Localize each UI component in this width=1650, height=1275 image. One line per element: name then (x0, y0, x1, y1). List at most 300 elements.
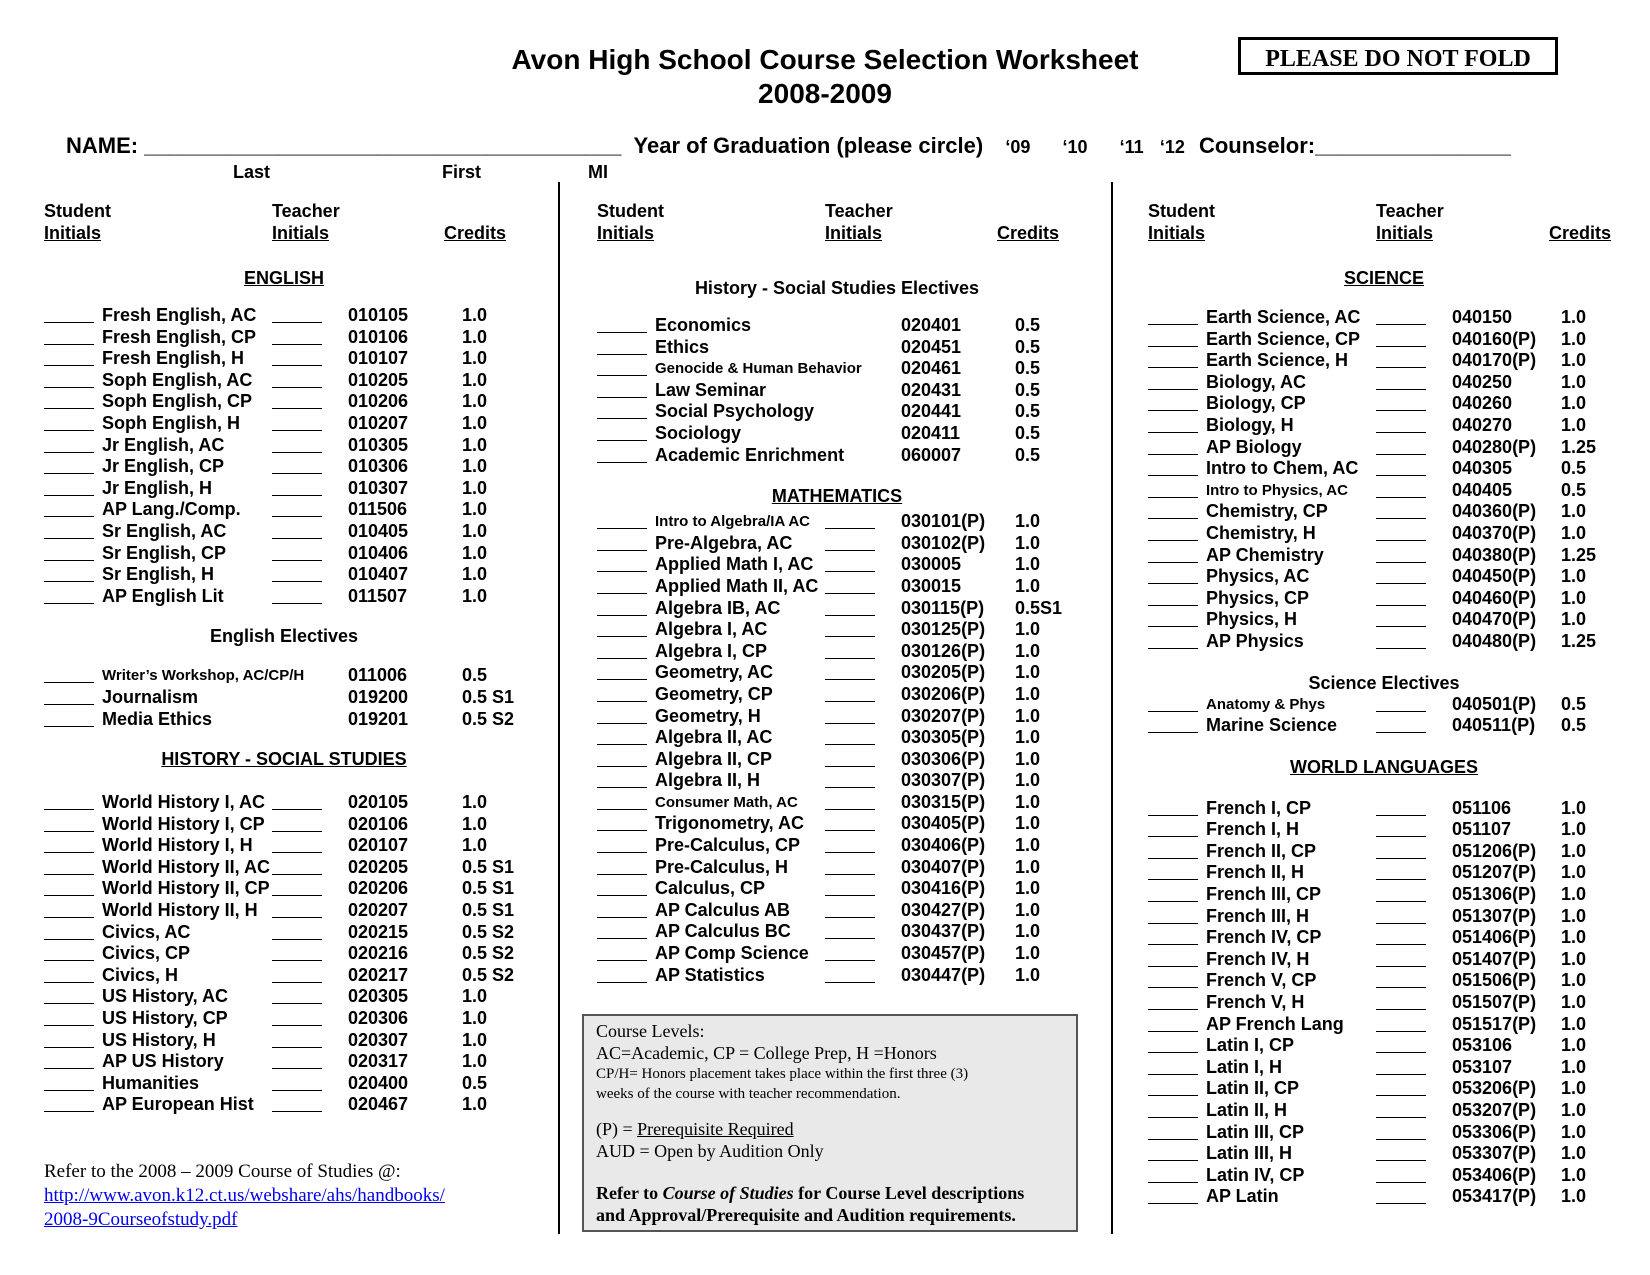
teacher-initials-blank[interactable] (272, 480, 322, 496)
student-initials-blank[interactable] (1148, 717, 1198, 733)
course-name: Biology, AC (1206, 371, 1306, 392)
course-credit: 0.5 (1561, 693, 1587, 714)
teacher-initials-blank[interactable] (272, 816, 322, 832)
student-initials-blank[interactable] (597, 403, 647, 419)
teacher-initials-blank[interactable] (272, 437, 322, 453)
student-initials-blank[interactable] (44, 711, 94, 727)
course-row (1148, 949, 1648, 971)
grad-year-09[interactable]: ‘09 (1005, 137, 1031, 157)
teacher-initials-blank[interactable] (1376, 717, 1426, 733)
student-initials-blank[interactable] (1148, 417, 1198, 433)
student-initials-blank[interactable] (1148, 886, 1198, 902)
course-list-world-languages (1148, 798, 1648, 1208)
student-initials-blank[interactable] (597, 556, 647, 572)
course-row (597, 511, 1107, 533)
teacher-initials-blank[interactable] (1376, 611, 1426, 627)
teacher-initials-blank[interactable] (1376, 633, 1426, 649)
course-of-studies-link[interactable]: http://www.avon.k12.ct.us/webshare/ahs/handbooks/ (44, 1185, 445, 1206)
student-initials-blank[interactable] (1148, 1188, 1198, 1204)
teacher-initials-blank[interactable] (1376, 590, 1426, 606)
teacher-initials-blank[interactable] (1376, 951, 1426, 967)
course-row (1148, 1165, 1648, 1187)
course-code: 051406(P) (1452, 927, 1537, 948)
teacher-initials-blank[interactable] (825, 794, 875, 810)
course-code: 040450(P) (1452, 566, 1537, 587)
course-row (597, 380, 1107, 402)
teacher-initials-blank[interactable] (1376, 1016, 1426, 1032)
course-credit: 1.0 (462, 520, 488, 541)
course-name: Genocide & Human Behavior (655, 360, 862, 378)
course-row (44, 564, 554, 586)
student-initials-blank[interactable] (597, 621, 647, 637)
teacher-initials-blank[interactable] (272, 372, 322, 388)
teacher-initials-blank[interactable] (825, 556, 875, 572)
student-initials-blank[interactable] (1148, 1080, 1198, 1096)
student-initials-blank[interactable] (1148, 395, 1198, 411)
counselor-field[interactable]: Counselor:________________ (1198, 133, 1511, 158)
student-initials-blank[interactable] (1148, 951, 1198, 967)
course-row (597, 576, 1107, 598)
student-initials-blank[interactable] (1148, 696, 1198, 712)
student-initials-blank[interactable] (597, 751, 647, 767)
teacher-initials-blank[interactable] (272, 393, 322, 409)
student-initials-blank[interactable] (597, 317, 647, 333)
course-name: Sr English, CP (102, 542, 227, 563)
teacher-initials-blank[interactable] (1376, 395, 1426, 411)
teacher-initials-blank[interactable] (272, 794, 322, 810)
course-name: Marine Science (1206, 715, 1338, 736)
student-initials-blank[interactable] (1148, 503, 1198, 519)
course-row (597, 965, 1107, 987)
column-header (44, 200, 554, 254)
course-name: Sociology (655, 422, 742, 443)
course-code: 040170(P) (1452, 350, 1537, 371)
section-title-english-electives: English Electives (209, 626, 359, 647)
student-initials-blank[interactable] (1148, 611, 1198, 627)
student-initials-blank[interactable] (1148, 352, 1198, 368)
course-name: Algebra IB, AC (655, 597, 781, 618)
teacher-initials-blank[interactable] (825, 859, 875, 875)
course-row (44, 665, 554, 687)
course-code: 011506 (348, 499, 408, 520)
grad-year-10[interactable]: ‘10 (1062, 137, 1088, 157)
teacher-initials-blank[interactable] (825, 600, 875, 616)
teacher-initials-blank[interactable] (272, 880, 322, 896)
student-initials-blank[interactable] (1148, 1037, 1198, 1053)
student-initials-blank[interactable] (1148, 843, 1198, 859)
course-credit: 1.0 (1561, 566, 1587, 587)
student-initials-blank[interactable] (1148, 908, 1198, 924)
student-initials-blank[interactable] (1148, 1145, 1198, 1161)
student-initials-blank[interactable] (44, 859, 94, 875)
course-row (597, 813, 1107, 835)
teacher-initials-blank[interactable] (1376, 352, 1426, 368)
course-row (1148, 694, 1648, 716)
course-code: 020217 (348, 964, 409, 985)
course-row (597, 878, 1107, 900)
course-code: 030115(P) (901, 597, 985, 618)
teacher-initials-blank[interactable] (272, 501, 322, 517)
teacher-initials-blank[interactable] (1376, 374, 1426, 390)
teacher-initials-blank[interactable] (1376, 439, 1426, 455)
course-code: 020431 (901, 379, 962, 400)
course-code: 040250 (1452, 371, 1513, 392)
student-initials-blank[interactable] (597, 708, 647, 724)
teacher-initials-blank[interactable] (1376, 1102, 1426, 1118)
course-name: French I, CP (1206, 797, 1312, 818)
teacher-initials-blank[interactable] (825, 967, 875, 983)
student-initials-blank[interactable] (44, 988, 94, 1004)
course-credit: 1.0 (1561, 587, 1587, 608)
course-name: Latin III, H (1206, 1143, 1293, 1164)
name-field[interactable]: NAME: _______________________________________ (66, 133, 622, 158)
student-initials-blank[interactable] (44, 458, 94, 474)
course-row (44, 305, 554, 327)
course-code: 019201 (348, 708, 409, 729)
course-credit: 0.5 (1561, 458, 1587, 479)
student-initials-blank[interactable] (597, 945, 647, 961)
student-initials-blank[interactable] (1148, 972, 1198, 988)
student-initials-blank[interactable] (1148, 590, 1198, 606)
student-initials-blank[interactable] (44, 1075, 94, 1091)
course-credit: 1.0 (1561, 840, 1587, 861)
student-initials-blank[interactable] (44, 437, 94, 453)
student-initials-blank[interactable] (597, 794, 647, 810)
course-row (1148, 1100, 1648, 1122)
student-initials-blank[interactable] (44, 1053, 94, 1069)
teacher-initials-blank[interactable] (1376, 1059, 1426, 1075)
student-initials-blank[interactable] (44, 1096, 94, 1112)
legend-prerequisite: (P) = Prerequisite Required (596, 1119, 794, 1139)
teacher-initials-blank[interactable] (272, 350, 322, 366)
student-initials-blank[interactable] (1148, 547, 1198, 563)
course-credit: 0.5 (1015, 401, 1041, 422)
course-code: 030406(P) (901, 835, 986, 856)
course-name: Academic Enrichment (655, 444, 845, 465)
student-initials-blank[interactable] (597, 339, 647, 355)
teacher-initials-blank[interactable] (1376, 1124, 1426, 1140)
course-row (1148, 1035, 1648, 1057)
student-initials-blank[interactable] (1148, 309, 1198, 325)
student-initials-blank[interactable] (44, 667, 94, 683)
student-initials-blank[interactable] (44, 816, 94, 832)
course-credit: 1.0 (462, 305, 488, 325)
teacher-initials-blank[interactable] (825, 945, 875, 961)
teacher-initials-blank[interactable] (272, 837, 322, 853)
grad-year-12[interactable]: ‘12 (1159, 137, 1185, 157)
teacher-initials-blank[interactable] (825, 621, 875, 637)
student-initials-blank[interactable] (597, 729, 647, 745)
section-title-world-languages: WORLD LANGUAGES (1290, 756, 1478, 777)
teacher-initials-blank[interactable] (825, 578, 875, 594)
teacher-initials-blank[interactable] (1376, 972, 1426, 988)
course-credit: 1.0 (462, 813, 488, 834)
legend-title: Course Levels: (596, 1021, 705, 1041)
student-initials-blank[interactable] (1148, 994, 1198, 1010)
teacher-initials-blank[interactable] (272, 859, 322, 875)
course-code: 040511(P) (1452, 715, 1536, 736)
teacher-initials-blank[interactable] (1376, 503, 1426, 519)
course-credit: 1.25 (1561, 436, 1597, 457)
course-credit: 1.0 (1561, 1056, 1587, 1077)
teacher-initials-blank[interactable] (1376, 1188, 1426, 1204)
course-row (44, 1030, 554, 1052)
teacher-initials-blank[interactable] (272, 1032, 322, 1048)
student-initials-blank[interactable] (597, 815, 647, 831)
teacher-initials-blank[interactable] (825, 643, 875, 659)
course-credit: 1.0 (462, 348, 488, 369)
teacher-initials-blank[interactable] (272, 588, 322, 604)
teacher-initials-blank[interactable] (272, 988, 322, 1004)
grad-year-11[interactable]: ‘11 (1119, 137, 1144, 157)
course-credit: 1.0 (1561, 1035, 1587, 1056)
course-name: French IV, CP (1206, 927, 1322, 948)
teacher-initials-blank[interactable] (272, 566, 322, 582)
teacher-initials-blank[interactable] (825, 513, 875, 529)
teacher-initials-blank[interactable] (825, 729, 875, 745)
teacher-initials-blank[interactable] (825, 664, 875, 680)
student-initials-blank[interactable] (44, 1032, 94, 1048)
course-credit: 1.0 (462, 1051, 488, 1072)
course-name: French V, CP (1206, 970, 1317, 991)
student-initials-blank[interactable] (1148, 864, 1198, 880)
teacher-initials-blank[interactable] (825, 880, 875, 896)
student-initials-blank[interactable] (1148, 525, 1198, 541)
student-initials-blank[interactable] (44, 393, 94, 409)
course-name: AP Latin (1206, 1186, 1279, 1207)
student-initials-blank[interactable] (597, 535, 647, 551)
teacher-initials-blank[interactable] (825, 751, 875, 767)
student-initials-blank[interactable] (44, 523, 94, 539)
teacher-initials-blank[interactable] (825, 923, 875, 939)
teacher-initials-blank[interactable] (825, 686, 875, 702)
teacher-initials-blank[interactable] (272, 458, 322, 474)
student-initials-blank[interactable] (597, 772, 647, 788)
teacher-initials-blank[interactable] (825, 535, 875, 551)
teacher-initials-blank[interactable] (272, 902, 322, 918)
student-initials-blank[interactable] (44, 566, 94, 582)
teacher-initials-blank[interactable] (1376, 1080, 1426, 1096)
student-initials-blank[interactable] (597, 837, 647, 853)
student-initials-blank[interactable] (1148, 482, 1198, 498)
section-title-history: HISTORY - SOCIAL STUDIES (161, 749, 407, 770)
student-initials-blank[interactable] (44, 588, 94, 604)
teacher-initials-blank[interactable] (272, 545, 322, 561)
teacher-initials-blank[interactable] (272, 1075, 322, 1091)
teacher-initials-blank[interactable] (1376, 1167, 1426, 1183)
course-credit: 1.0 (1561, 371, 1587, 392)
student-initials-blank[interactable] (597, 578, 647, 594)
teacher-initials-blank[interactable] (1376, 929, 1426, 945)
teacher-initials-blank[interactable] (1376, 908, 1426, 924)
student-initials-blank[interactable] (44, 880, 94, 896)
course-row (1148, 1014, 1648, 1036)
course-credit: 1.0 (462, 835, 488, 856)
course-name: AP Calculus AB (655, 899, 791, 920)
student-initials-blank[interactable] (597, 447, 647, 463)
course-code: 020401 (901, 315, 962, 335)
course-code: 040360(P) (1452, 501, 1537, 522)
teacher-initials-blank[interactable] (272, 307, 322, 323)
teacher-initials-blank[interactable] (1376, 547, 1426, 563)
course-credit: 1.0 (1561, 1164, 1587, 1185)
course-code: 030407(P) (901, 856, 986, 877)
student-initials-blank[interactable] (597, 923, 647, 939)
course-credit: 1.0 (1561, 328, 1587, 349)
teacher-initials-blank[interactable] (825, 772, 875, 788)
course-code: 053207(P) (1452, 1100, 1537, 1120)
student-initials-blank[interactable] (1148, 1167, 1198, 1183)
course-row (44, 1073, 554, 1095)
teacher-initials-blank[interactable] (1376, 460, 1426, 476)
teacher-initials-blank[interactable] (272, 415, 322, 431)
teacher-initials-blank[interactable] (1376, 568, 1426, 584)
student-initials-blank[interactable] (44, 902, 94, 918)
course-row (1148, 715, 1648, 737)
student-initials-blank[interactable] (44, 501, 94, 517)
course-row (1148, 1057, 1648, 1079)
course-row (597, 727, 1107, 749)
student-initials-blank[interactable] (597, 643, 647, 659)
teacher-initials-blank[interactable] (1376, 843, 1426, 859)
student-initials-blank[interactable] (1148, 633, 1198, 649)
course-name: Pre-Calculus, CP (655, 835, 801, 856)
course-row (44, 709, 554, 731)
student-initials-blank[interactable] (44, 945, 94, 961)
course-row (1148, 884, 1648, 906)
course-name: Intro to Physics, AC (1206, 481, 1348, 499)
section-title-mathematics: MATHEMATICS (771, 486, 903, 507)
student-initials-blank[interactable] (1148, 331, 1198, 347)
student-initials-blank[interactable] (597, 600, 647, 616)
teacher-initials-blank[interactable] (1376, 309, 1426, 325)
student-initials-blank[interactable] (44, 837, 94, 853)
teacher-initials-blank[interactable] (825, 708, 875, 724)
course-credit: 0.5 (462, 665, 488, 686)
course-code: 053106 (1452, 1035, 1513, 1056)
student-initials-blank[interactable] (44, 307, 94, 323)
student-initials-blank[interactable] (597, 382, 647, 398)
teacher-initials-blank[interactable] (1376, 864, 1426, 880)
teacher-initials-blank[interactable] (1376, 482, 1426, 498)
header-teacher: Teacher (825, 201, 893, 221)
course-code: 030015 (901, 575, 962, 596)
teacher-initials-blank[interactable] (1376, 525, 1426, 541)
column-divider (558, 182, 560, 1234)
student-initials-blank[interactable] (597, 859, 647, 875)
teacher-initials-blank[interactable] (272, 523, 322, 539)
student-initials-blank[interactable] (44, 372, 94, 388)
student-initials-blank[interactable] (597, 902, 647, 918)
student-initials-blank[interactable] (597, 425, 647, 441)
teacher-initials-blank[interactable] (272, 967, 322, 983)
student-initials-blank[interactable] (1148, 821, 1198, 837)
teacher-initials-blank[interactable] (1376, 696, 1426, 712)
course-name: Civics, AC (102, 921, 191, 942)
header-student: Student (597, 201, 664, 221)
student-initials-blank[interactable] (44, 415, 94, 431)
student-initials-blank[interactable] (1148, 1059, 1198, 1075)
teacher-initials-blank[interactable] (1376, 886, 1426, 902)
student-initials-blank[interactable] (597, 664, 647, 680)
teacher-initials-blank[interactable] (272, 1053, 322, 1069)
student-initials-blank[interactable] (597, 360, 647, 376)
student-initials-blank[interactable] (1148, 568, 1198, 584)
teacher-initials-blank[interactable] (272, 945, 322, 961)
course-row (597, 598, 1107, 620)
student-initials-blank[interactable] (44, 1010, 94, 1026)
course-of-studies-link-file[interactable]: 2008-9Courseofstudy.pdf (44, 1209, 238, 1230)
course-credit: 1.0 (462, 499, 488, 520)
student-initials-blank[interactable] (1148, 929, 1198, 945)
student-initials-blank[interactable] (44, 794, 94, 810)
teacher-initials-blank[interactable] (1376, 821, 1426, 837)
student-initials-blank[interactable] (44, 329, 94, 345)
student-initials-blank[interactable] (44, 350, 94, 366)
course-row (597, 423, 1107, 445)
teacher-initials-blank[interactable] (1376, 800, 1426, 816)
course-row (1148, 523, 1648, 545)
course-code: 030405(P) (901, 813, 986, 834)
student-initials-blank[interactable] (597, 880, 647, 896)
course-name: Algebra II, H (655, 770, 761, 791)
course-credit: 1.0 (1561, 350, 1587, 371)
teacher-initials-blank[interactable] (1376, 1145, 1426, 1161)
course-credit: 1.0 (1561, 819, 1587, 840)
header-credits: Credits (1549, 223, 1612, 243)
course-name: Physics, AC (1206, 566, 1310, 587)
teacher-initials-blank[interactable] (272, 329, 322, 345)
student-initials-blank[interactable] (597, 686, 647, 702)
teacher-initials-blank[interactable] (272, 1010, 322, 1026)
course-row (597, 533, 1107, 555)
course-name: Consumer Math, AC (655, 793, 798, 811)
course-code: 010205 (348, 369, 409, 390)
course-name: AP Physics (1206, 630, 1304, 651)
course-credit: 1.0 (1561, 1078, 1587, 1099)
student-initials-blank[interactable] (44, 480, 94, 496)
student-initials-blank[interactable] (44, 967, 94, 983)
student-initials-blank[interactable] (1148, 1016, 1198, 1032)
teacher-initials-blank[interactable] (825, 815, 875, 831)
course-code: 030457(P) (901, 943, 986, 964)
student-initials-blank[interactable] (1148, 1102, 1198, 1118)
teacher-initials-blank[interactable] (272, 924, 322, 940)
student-initials-blank[interactable] (44, 545, 94, 561)
student-initials-blank[interactable] (1148, 1124, 1198, 1140)
teacher-initials-blank[interactable] (272, 1096, 322, 1112)
student-initials-blank[interactable] (44, 689, 94, 705)
teacher-initials-blank[interactable] (1376, 331, 1426, 347)
teacher-initials-blank[interactable] (825, 837, 875, 853)
header-credits: Credits (997, 223, 1060, 243)
student-initials-blank[interactable] (1148, 374, 1198, 390)
teacher-initials-blank[interactable] (825, 902, 875, 918)
teacher-initials-blank[interactable] (1376, 994, 1426, 1010)
student-initials-blank[interactable] (597, 967, 647, 983)
teacher-initials-blank[interactable] (1376, 1037, 1426, 1053)
student-initials-blank[interactable] (44, 924, 94, 940)
course-credit: 0.5 S1 (462, 878, 515, 899)
teacher-initials-blank[interactable] (1376, 417, 1426, 433)
course-name: AP Biology (1206, 436, 1302, 457)
student-initials-blank[interactable] (1148, 460, 1198, 476)
student-initials-blank[interactable] (1148, 800, 1198, 816)
student-initials-blank[interactable] (597, 513, 647, 529)
student-initials-blank[interactable] (1148, 439, 1198, 455)
course-code: 040480(P) (1452, 630, 1537, 651)
course-name: French III, CP (1206, 884, 1322, 905)
